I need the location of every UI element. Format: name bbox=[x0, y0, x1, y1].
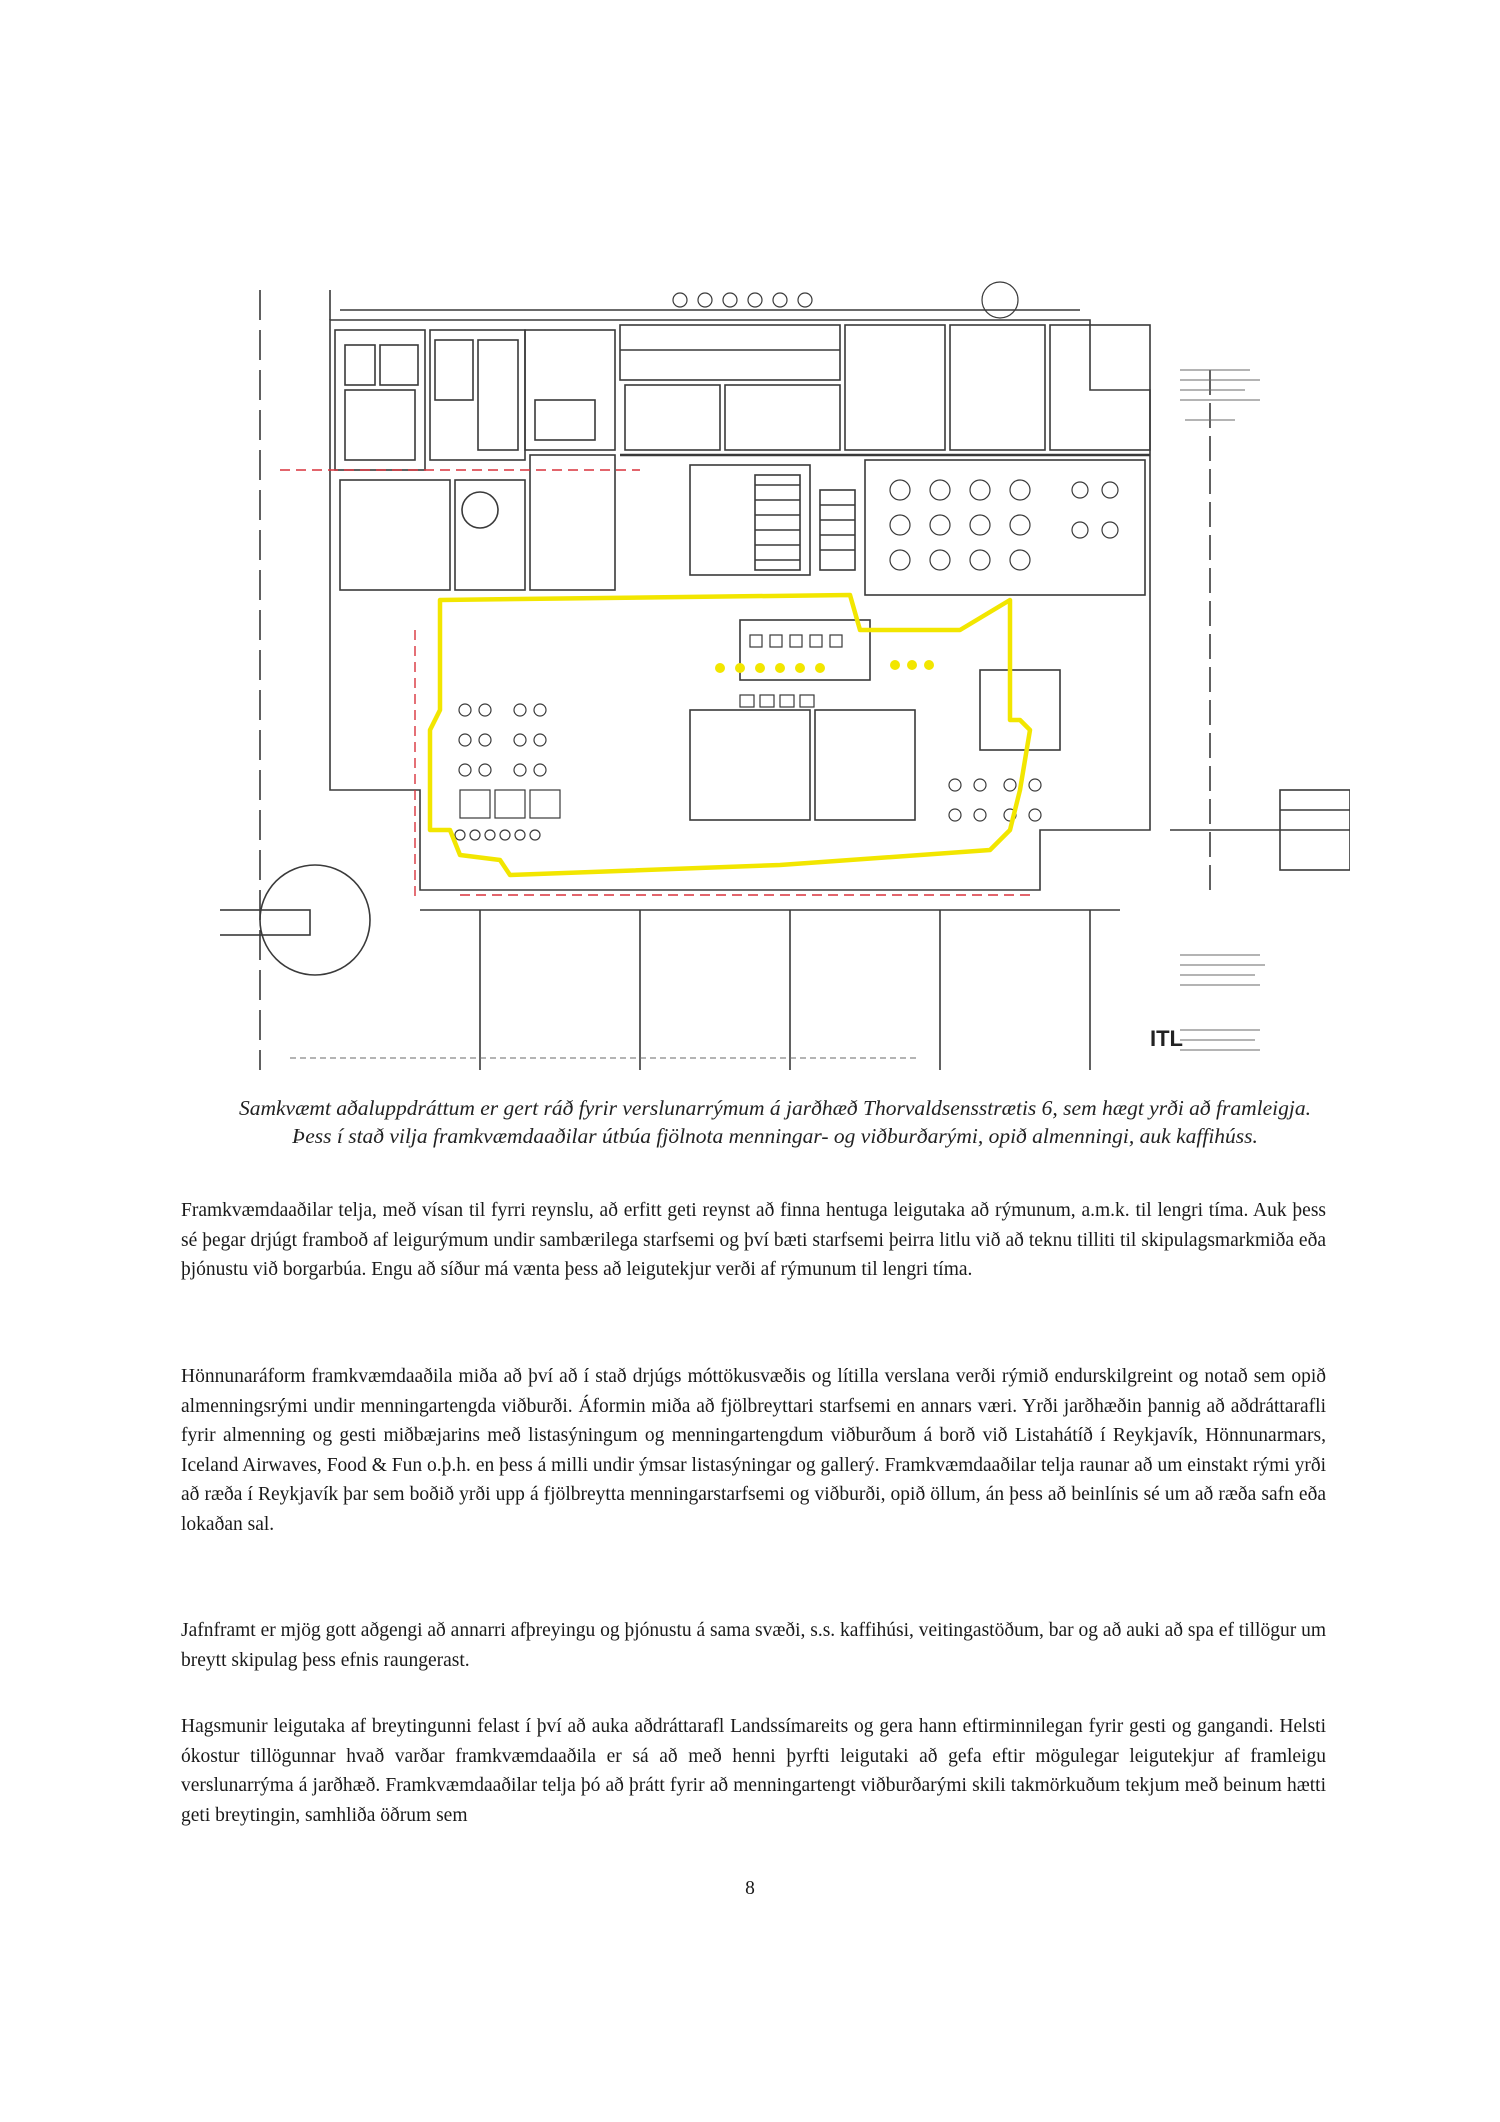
architect-logo: ITL bbox=[1150, 1026, 1183, 1051]
page-number: 8 bbox=[745, 1878, 755, 1899]
body-paragraph-4: Hagsmunir leigutaka af breytingunni felast í því að auka aðdráttarafl Landssímareits og gera hann eftirminnilegan fyrir gesti og gangandi. Helsti ókostur tillögunnar hvað varðar framkvæmdaaðila er sá að með henni þyrfti leigutaki að gefa eftir mögulegar leigutekjur af framleigu verslunarrýma á jarðhæð. Framkvæmdaaðilar telja þó að þrátt fyrir að menningartengt viðburðarými skili takmörkuðum tekjum með beinum hætti geti breytingin, samhliða öðrum sem bbox=[181, 1716, 1326, 1826]
highlighted-area bbox=[430, 595, 1030, 875]
body-paragraph-3: Jafnframt er mjög gott aðgengi að annarri afþreyingu og þjónustu á sama svæði, s.s. kaffihúsi, veitingastöðum, bar og að auki að spa ef tillögur um breytt skipulag þess efnis raungerast. bbox=[181, 1620, 1327, 1671]
body-paragraph-2: Hönnunaráform framkvæmdaaðila miða að því að í stað drjúgs móttökusvæðis og lítilla verslana verði rýmið endurskilgreint og notað sem opið almenningsrými undir menningartengda viðburði. Áformin miða að fjölbreyttari starfsemi en annars væri. Yrði jarðhæðin þannig að aðdráttarafli fyrir almenning og gesti miðbæjarins með listasýningum og menningartengdum viðburðum á borð við Listahátíð í Reykjavík, Hönnunarmars, Iceland Airwaves, Food & Fun o.þ.h. en þess á milli undir ýmsar listasýningar og gallerý. Framkvæmdaaðilar telja raunar að um einstakt rými yrði að ræða í Reykjavík þar sem boðið yrði upp á fjölbreytta menningarstarfsemi og viðburði, opið öllum, án þess að beinlínis sé um að ræða safn eða lokaðan sal. bbox=[181, 1366, 1326, 1535]
figure-caption: Samkvæmt aðaluppdráttum er gert ráð fyrir verslunarrýmum á jarðhæð Thorvaldsensstrætis 6, sem hægt yrði að framleigja. Þess í stað vilja framkvæmdaaðilar útbúa fjölnota menningar- og viðburðarými, opið almenningi, auk kaffihúss. bbox=[238, 1095, 1312, 1148]
building-outline bbox=[330, 320, 1150, 890]
body-paragraph-1: Framkvæmdaaðilar telja, með vísan til fyrri reynslu, að erfitt geti reynst að finna hentuga leigutaka að rýmunum, a.m.k. til lengri tíma. Auk þess sé þegar drjúgt framboð af leigurýmum undir sambærilega starfsemi og því bæti starfsemi þeirra litlu við að teknu tilliti til skipulagsmarkmiða eða þjónustu við borgarbúa. Engu að síður má vænta þess að leigutekjur verði af rýmunum til lengri tíma. bbox=[181, 1200, 1326, 1280]
floor-plan-drawing bbox=[220, 270, 1350, 1070]
